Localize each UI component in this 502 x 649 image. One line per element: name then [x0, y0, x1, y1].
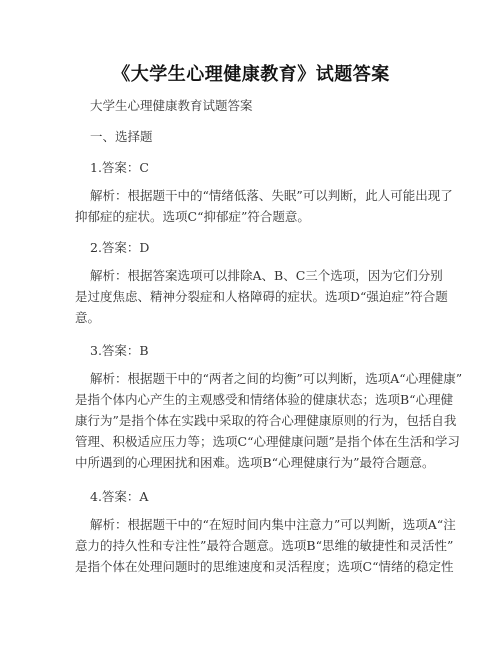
answer-1: 1.答案：C: [90, 160, 149, 175]
explanation-2-line-3: 意。: [75, 310, 101, 325]
explanation-1-line-2: 抑郁症的症状。选项C“抑郁症”符合题意。: [75, 209, 310, 224]
explanation-3-line-3: 康行为”是指个体在实践中采取的符合心理健康原则的行为，包括自我: [75, 413, 457, 428]
explanation-4-line-2: 意力的持久性和专注性”最符合题意。选项B“思维的敏捷性和灵活性”: [75, 538, 454, 553]
explanation-1-line-1: 解析：根据题干中的“情绪低落、失眠”可以判断，此人可能出现了: [90, 188, 453, 203]
explanation-4-line-1: 解析：根据题干中的“在短时间内集中注意力”可以判断，选项A“注: [90, 517, 456, 532]
explanation-3-line-1: 解析：根据题干中的“两者之间的均衡”可以判断，选项A“心理健康”: [90, 371, 463, 386]
section-heading: 一、选择题: [90, 129, 153, 144]
explanation-3-line-2: 是指个体内心产生的主观感受和情绪体验的健康状态；选项B“心理健: [75, 392, 454, 407]
answer-4: 4.答案：A: [90, 489, 149, 504]
answer-2: 2.答案：D: [90, 240, 150, 255]
explanation-2-line-1: 解析：根据答案选项可以排除A、B、C三个选项，因为它们分别: [90, 268, 443, 283]
explanation-2-line-2: 是过度焦虑、精神分裂症和人格障碍的症状。选项D“强迫症”符合题: [75, 289, 448, 304]
answer-3: 3.答案：B: [90, 343, 149, 358]
explanation-3-line-5: 中所遇到的心理困扰和困难。选项B“心理健康行为”最符合题意。: [75, 455, 435, 470]
explanation-4-line-3: 是指个体在处理问题时的思维速度和灵活程度；选项C“情绪的稳定性: [75, 559, 454, 574]
explanation-3-line-4: 管理、积极适应压力等；选项C“心理健康问题”是指个体在生活和学习: [75, 434, 460, 449]
document-title: 《大学生心理健康教育》试题答案: [112, 64, 390, 85]
document-subtitle: 大学生心理健康教育试题答案: [90, 98, 253, 113]
